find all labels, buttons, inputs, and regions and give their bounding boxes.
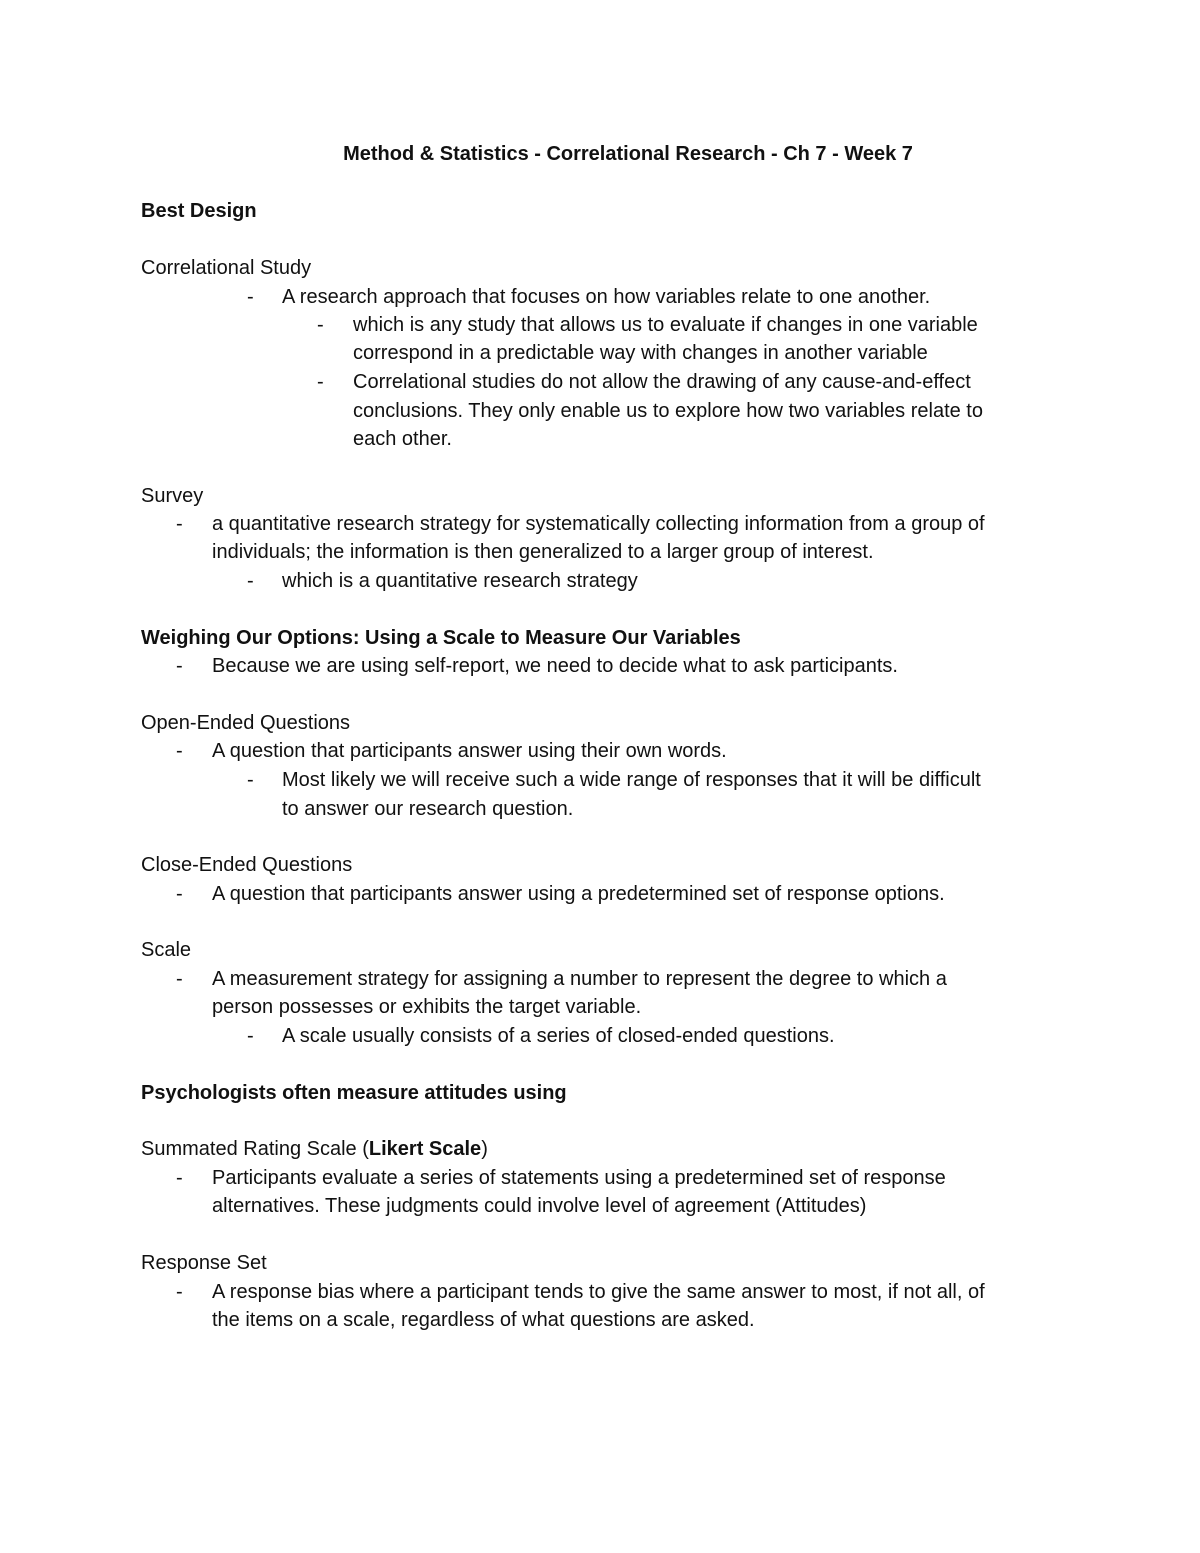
term-open-ended-questions: Open-Ended Questions: [141, 712, 351, 734]
likert-term-suffix: ): [481, 1138, 488, 1160]
term-likert-scale: [141, 1135, 488, 1163]
bullet-dash: -: [176, 968, 183, 990]
bullet-dash: -: [176, 1167, 183, 1189]
term-correlational-study: Correlational Study: [141, 257, 312, 279]
term-close-ended-questions: Close-Ended Questions: [141, 854, 353, 876]
correlational-study-note-2-line-2: conclusions. They only enable us to explore how two variables relate to: [353, 400, 983, 422]
open-ended-definition: A question that participants answer using their own words.: [212, 740, 727, 762]
response-set-definition-line-1: A response bias where a participant tends to give the same answer to most, if not all, of: [212, 1281, 985, 1303]
correlational-study-note-2-line-1: Correlational studies do not allow the drawing of any cause-and-effect: [353, 371, 971, 393]
scale-note: A scale usually consists of a series of closed-ended questions.: [282, 1025, 835, 1047]
bullet-dash: -: [176, 740, 183, 762]
correlational-study-note-1-line-1: which is any study that allows us to evaluate if changes in one variable: [353, 314, 978, 336]
section-heading-weighing-options: Weighing Our Options: Using a Scale to Measure Our Variables: [141, 627, 741, 649]
open-ended-note-line-2: to answer our research question.: [282, 798, 574, 820]
close-ended-definition: A question that participants answer using a predetermined set of response options.: [212, 883, 945, 905]
likert-definition-line-1: Participants evaluate a series of statements using a predetermined set of response: [212, 1167, 946, 1189]
term-response-set: Response Set: [141, 1252, 267, 1274]
bullet-dash: -: [247, 769, 254, 791]
likert-term-prefix: Summated Rating Scale (: [141, 1138, 369, 1160]
scale-definition-line-1: A measurement strategy for assigning a number to represent the degree to which a: [212, 968, 947, 990]
open-ended-note-line-1: Most likely we will receive such a wide range of responses that it will be difficult: [282, 769, 981, 791]
bullet-dash: -: [247, 286, 254, 308]
bullet-dash: -: [317, 371, 324, 393]
term-scale: Scale: [141, 939, 192, 961]
bullet-dash: -: [176, 1281, 183, 1303]
likert-definition-line-2: alternatives. These judgments could involve level of agreement (Attitudes): [212, 1195, 867, 1217]
survey-definition-line-1: a quantitative research strategy for systematically collecting information from a group of: [212, 513, 985, 535]
correlational-study-note-2-line-3: each other.: [353, 428, 452, 450]
bullet-dash: -: [317, 314, 324, 336]
bullet-dash: -: [176, 513, 183, 535]
bullet-dash: -: [176, 883, 183, 905]
term-survey: Survey: [141, 485, 204, 507]
section-heading-best-design: Best Design: [141, 200, 257, 222]
survey-definition-line-2: individuals; the information is then generalized to a larger group of interest.: [212, 541, 874, 563]
likert-term-bold: Likert Scale: [368, 1138, 482, 1160]
bullet-dash: -: [247, 570, 254, 592]
document-title: Method & Statistics - Correlational Research - Ch 7 - Week 7: [343, 143, 913, 165]
weighing-options-note: Because we are using self-report, we need to decide what to ask participants.: [212, 655, 898, 677]
correlational-study-note-1-line-2: correspond in a predictable way with changes in another variable: [353, 342, 928, 364]
survey-note: which is a quantitative research strategy: [282, 570, 638, 592]
scale-definition-line-2: person possesses or exhibits the target variable.: [212, 996, 642, 1018]
bullet-dash: -: [247, 1025, 254, 1047]
correlational-study-definition: A research approach that focuses on how variables relate to one another.: [282, 286, 931, 308]
bullet-dash: -: [176, 655, 183, 677]
section-heading-attitudes: Psychologists often measure attitudes using: [141, 1082, 567, 1104]
response-set-definition-line-2: the items on a scale, regardless of what questions are asked.: [212, 1309, 755, 1331]
